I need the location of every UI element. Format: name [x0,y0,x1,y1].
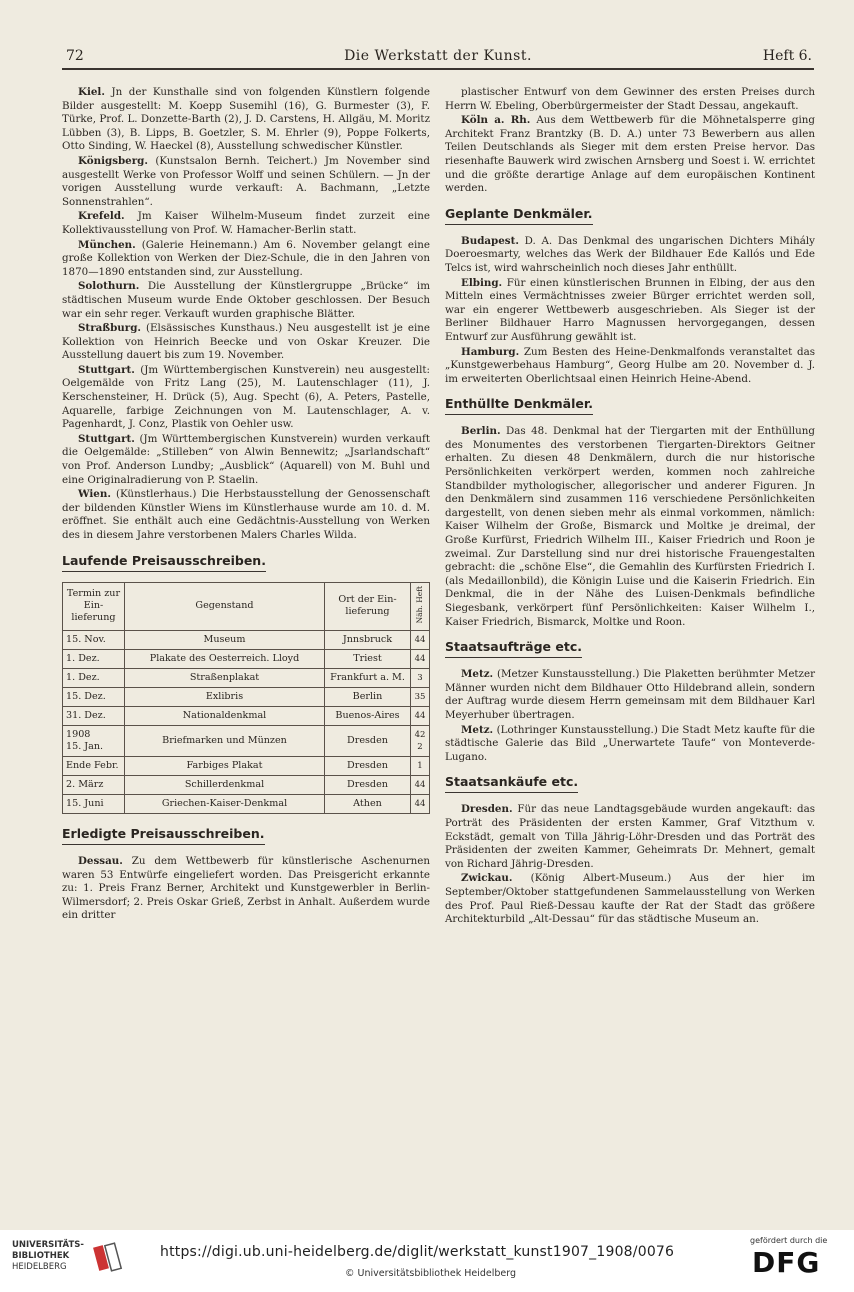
table-row [63,631,430,650]
entry [62,364,430,432]
purchases-entries [445,803,815,926]
section-running [62,547,430,578]
cell-gegenstand: Museum [125,631,325,650]
entry [445,724,815,765]
section-title: Enthüllte Denkmäler. [445,396,593,415]
table-row [63,795,430,814]
entry-text: (Jm Württembergischen Kunstverein) wurden verkauft die Oelgemälde: „Stilleben“ von Alwin Bennewitz; „Jsarlandschaft“ von Prof. Anderson Lundby; „Ausblick“ (Aquarell) von M. Buhl und eine Originalradierung von P. Staelin. [62,432,430,486]
right-top-entries [445,86,815,196]
entry-place: Wien. [78,488,111,501]
section-done [62,820,430,851]
cell-termin: 2. März [63,776,125,795]
entry-place: Elbing. [461,276,503,289]
entry-text: (Lothringer Kunstausstellung.) Die Stadt Metz kaufte für die städtische Galerie das Bild „Unerwartete Taufe“ von Monteverde-Lugano. [445,723,815,763]
cell-gegenstand: Exlibris [125,688,325,707]
table-row [63,707,430,726]
library-line-3: HEIDELBERG [12,1262,67,1272]
entry [62,155,430,209]
cell-ort: Dresden [325,757,411,776]
entry-place: Stuttgart. [78,363,135,376]
entry-place: Berlin. [461,425,501,438]
entry [445,872,815,926]
cell-ort: Dresden [325,776,411,795]
cell-heft: 44 [411,776,430,795]
cell-heft: 35 [411,688,430,707]
cell-gegenstand: Plakate des Oesterreich. Lloyd [125,650,325,669]
cell-heft: 44 [411,707,430,726]
cell-ort: Berlin [325,688,411,707]
running-title: Die Werkstatt der Kunst. [344,48,532,64]
dfg-logo[interactable] [740,1236,844,1286]
orders-entries [445,668,815,764]
entry-text: Das 48. Denkmal hat der Tiergarten mit der Enthüllung des Monumentes des verstorbenen Tiergarten-Direktors Geitner erhalten. Zu diesen 48 Denkmälern, durch die nur historische Persönlichkeiten verkörpert werden, kommen noch zahlreiche Standbilder mythologischer, allegorischer und anderer Figuren. Jn den Denkmälern sind zusammen 116 verschiedene Persönlichkeiten dargestellt, von denen sieben mehr als einmal vorkommen, nämlich: Kaiser Wilhelm der Große, Bismarck und Moltke je dreimal, der Große Kurfürst, Friedrich Wilhelm III., Kaiser Friedrich und Roon je zweimal. Zur Darstellung sind nur drei historische Frauengestalten gebracht: die „schöne Else“, die Gemahlin des Kurfürsten Friedrich I. (als Medaillonbild), die Königin Luise und die Kaiserin Friedrich. Ein Denkmal, die in der Nähe des Luisen-Denkmals befindliche Siegesbank, verkörpert fünf Persönlichkeiten: Kaiser Wilhelm I., Kaiser Friedrich, Bismarck, Moltke und Roon. [445,425,815,628]
dfg-mark: DFG [752,1246,821,1279]
cell-ort: Triest [325,650,411,669]
section-unveiled [445,390,815,421]
entry-place: Hamburg. [461,345,520,358]
entry [62,86,430,154]
cell-termin: 1. Dez. [63,650,125,669]
table-row [63,650,430,669]
permalink-url[interactable]: https://digi.ub.uni-heidelberg.de/diglit/werkstatt_kunst1907_1908/0076 [160,1244,675,1260]
cell-heft: 3 [411,669,430,688]
entry [445,235,815,276]
entry-place: Dresden. [461,803,513,816]
th-heft: Näh. Heft [411,582,430,630]
entry [62,210,430,237]
page-header [62,44,814,70]
cell-gegenstand: Griechen-Kaiser-Denkmal [125,795,325,814]
entry-place: Solothurn. [78,280,140,293]
cell-heft: 44 [411,631,430,650]
section-title: Laufende Preisausschreiben. [62,553,266,572]
entry-place: München. [78,238,136,251]
entry [445,425,815,629]
th-termin: Termin zur Ein-lieferung [63,582,125,630]
page-number: 72 [66,48,84,64]
entry-place: Budapest. [461,234,519,247]
entry [62,280,430,321]
table-row [63,669,430,688]
entry [445,277,815,345]
entry-place: Metz. [461,723,494,736]
th-gegenstand: Gegenstand [125,582,325,630]
entry-place: Kiel. [78,86,105,98]
entry-text: (König Albert-Museum.) Aus der hier im September/Oktober stattgefundenen Sammelausstellung von Werken des Prof. Paul Rieß-Dessau kaufte der Rat der Stadt das größere Architekturbild „Alt-Dessau“ für das städtische Museum an. [445,872,815,926]
cell-ort: Frankfurt a. M. [325,669,411,688]
cell-ort: Dresden [325,726,411,757]
viewer-footer [0,1230,854,1292]
section-title: Staatsaufträge etc. [445,639,582,658]
entry-place: Krefeld. [78,210,125,223]
cell-heft: 44 [411,650,430,669]
cell-termin: 1. Dez. [63,669,125,688]
competitions-table [62,582,430,814]
cell-ort: Athen [325,795,411,814]
cell-gegenstand: Nationaldenkmal [125,707,325,726]
section-orders [445,633,815,664]
section-title: Erledigte Preisausschreiben. [62,826,265,845]
cell-gegenstand: Schillerdenkmal [125,776,325,795]
entry-text: Für das neue Landtagsgebäude wurden angekauft: das Porträt des Präsidenten der ersten Kammer, Graf Vitzthum v. Eckstädt, gemalt von Tilla Jährig-Löhr-Dresden und das Porträt des Präsidenten der zweiten Kammer, Geheimrats Dr. Mehnert, gemalt von Richard Jährig-Dresden. [445,803,815,870]
entry-text: (Galerie Heinemann.) Am 6. November gelangt eine große Kollektion von Werken der Diez-Schule, die in den Jahren von 1870—1890 entstanden sind, zur Ausstellung. [62,238,430,278]
entry-text: Jn der Kunsthalle sind von folgenden Künstlern folgende Bilder ausgestellt: M. Koepp Susemihl (16), G. Burmester (3), F. Türke, Prof. L. Donzette-Barth (2), J. D. Carstens, H. Allgäu, M. Moritz Lübben (3), B. Lipps, B. Goetzler, S. M. Ehrler (9), Poppe Folkerts, Otto Sinding, W. Haeckel (8), Ausstellung schwedischer Künstler. [62,86,430,153]
entry-text: Die Ausstellung der Künstlergruppe „Brücke“ im städtischen Museum wurde Ende Oktober geschlossen. Der Besuch war ein sehr reger. Verkauft wurden graphische Blätter. [62,280,430,320]
entry-text: Aus dem Wettbewerb für die Möhnetalsperre ging Architekt Franz Brantzky (B. D. A.) unter 73 Bewerbern aus allen Teilen Deutschlands als Sieger mit dem ersten Preise hervor. Das riesenhafte Bauwerk wird zwischen Arnsberg und Soest i. W. errichtet und die größte derartige Anlage auf dem europäischen Kontinent werden. [445,114,816,195]
cell-heft: 44 [411,795,430,814]
entry-place: Metz. [461,668,494,681]
table-row [63,688,430,707]
entry-text: Zum Besten des Heine-Denkmalfonds veranstaltet das „Kunstgewerbehaus Hamburg“, Georg Hulbe am 20. November d. J. im erweiterten Oberlichtsaal einen Heinrich Heine-Abend. [445,345,815,385]
entry-place: Straßburg. [78,322,142,335]
left-column [62,86,430,924]
cell-heft: 1 [411,757,430,776]
cell-gegenstand: Briefmarken und Münzen [125,726,325,757]
entry-text: (Metzer Kunstausstellung.) Die Plaketten berühmter Metzer Männer wurden nicht dem Bildhauer Otto Hildebrand allein, sondern der Auftrag wurde diesem Herrn gemeinsam mit dem Bildhauer Karl Meyerhuber übertragen. [445,668,815,721]
library-line-1: UNIVERSITÄTS- [12,1240,84,1250]
entry-dessau: Dessau. Zu dem Wettbewerb für künstlerische Aschenurnen waren 53 Entwürfe eingeliefert worden. Das Preisgericht erkannte zu: 1. Preis Franz Berner, Architekt und Kunstgewerbler in Berlin-Wilmersdorf; 2. Preis Oskar Grieß, Zerbst in Anhalt. Außerdem wurde ein dritter [62,855,430,922]
section-title: Staatsankäufe etc. [445,774,578,793]
section-purchases [445,768,815,799]
cell-termin: Ende Febr. [63,757,125,776]
cell-termin: 1908 15. Jan. [63,726,125,757]
cell-gegenstand: Straßenplakat [125,669,325,688]
entry-text: (Kunstsalon Bernh. Teichert.) Jm November sind ausgestellt Werke von Professor Wolff und seinen Schülern. — Jn der vorigen Ausstellung wurde verkauft: A. Bachmann, „Letzte Sonnenstrahlen“. [62,154,430,208]
cell-termin: 15. Nov. [63,631,125,650]
entry-place: Königsberg. [78,154,148,167]
entry-text: plastischer Entwurf von dem Gewinner des ersten Preises durch Herrn W. Ebeling, Oberbürgermeister der Stadt Dessau, angekauft. [445,86,815,112]
table-row [63,776,430,795]
funded-by-text: gefördert durch die [750,1236,828,1245]
planned-entries [445,235,815,387]
cell-termin: 15. Juni [63,795,125,814]
entry [62,488,430,542]
unveiled-entries [445,425,815,629]
entry-text: (Jm Württembergischen Kunstverein) neu ausgestellt: Oelgemälde von Fritz Lang (25), M. Lautenschlager (11), J. Kerschensteiner, H. Drück (5), Aug. Specht (6), A. Peters, Pastelle, Aquarelle, farbige Zeichnungen von M. Lautenschlager, A. v. Pagenhardt, J. Conz, Plastik von Oehler usw. [62,363,430,431]
table-row [63,757,430,776]
left-entries [62,86,430,543]
entry-place: Zwickau. [461,872,513,885]
entry-text: (Künstlerhaus.) Die Herbstausstellung der Genossenschaft der bildenden Künstler Wiens im Künstlerhause wurde am 10. d. M. eröffnet. Sie enthält auch eine Gedächtnis-Ausstellung von Werken des in diesem Jahre verstorbenen Malers Charles Wilda. [62,488,430,541]
entry [62,239,430,280]
ub-logo-icon [92,1240,128,1278]
section-title: Geplante Denkmäler. [445,206,593,225]
entry-text: Für einen künstlerischen Brunnen in Elbing, der aus den Mitteln eines Vermächtnisses zweier Bürger errichtet werden soll, war ein engerer Wettbewerb ausgeschrieben. Als Sieger ist der Berliner Bildhauer Harro Magnussen hervorgegangen, dessen Entwurf zur Ausführung gewählt ist. [445,276,816,343]
entry-text: Jm Kaiser Wilhelm-Museum findet zurzeit eine Kollektivausstellung von Prof. W. Hamacher-Berlin statt. [62,210,430,236]
entry [445,668,815,722]
entry [62,322,430,363]
entry-place: Stuttgart. [78,432,135,445]
right-column [445,86,815,928]
cell-heft: 42 2 [411,726,430,757]
entry [445,114,815,196]
table-row [63,726,430,757]
entry-text: D. A. Das Denkmal des ungarischen Dichters Mihály Doeroesmarty, welches das Werk der Bildhauer Ede Kallós und Ede Telcs ist, wird wahrscheinlich noch dieses Jahr enthüllt. [445,234,815,274]
cell-ort: Jnnsbruck [325,631,411,650]
entry [445,346,815,387]
entry [445,803,815,871]
entry [62,433,430,487]
cell-termin: 15. Dez. [63,688,125,707]
library-line-2: BIBLIOTHEK [12,1251,70,1261]
issue-number: Heft 6. [762,48,812,64]
copyright: © Universitätsbibliothek Heidelberg [345,1268,517,1279]
entry [445,86,815,113]
cell-gegenstand: Farbiges Plakat [125,757,325,776]
entry-text: (Elsässisches Kunsthaus.) Neu ausgestellt ist je eine Kollektion von Heinrich Beecke und von Oskar Kreuzer. Die Ausstellung dauert bis zum 19. November. [62,322,430,362]
cell-ort: Buenos-Aires [325,707,411,726]
cell-termin: 31. Dez. [63,707,125,726]
section-planned [445,200,815,231]
th-ort: Ort der Ein-lieferung [325,582,411,630]
entry-place: Köln a. Rh. [461,114,531,127]
ub-heidelberg-logo[interactable] [12,1240,152,1282]
